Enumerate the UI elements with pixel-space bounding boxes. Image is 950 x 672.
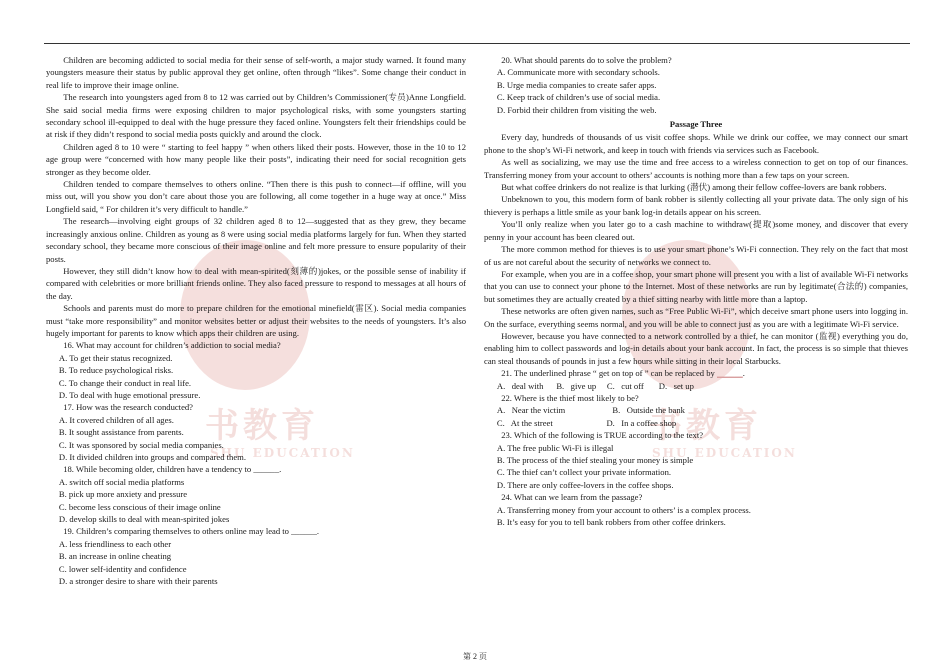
passage-paragraph: For example, when you are in a coffee shop, your smart phone will present you with a list of available Wi-Fi networks that you can use to connect your phone to the Internet. Most of these networks are run by legitimate(合法的) companies, but sometimes they are actually created by a thief sitting nearby with little more than a laptop. bbox=[484, 268, 908, 304]
passage-paragraph: As well as socializing, we may use the time and free access to a wireless connection to get on top of our finances. Transferring money from your account to others’ accounts is nothing more than a few taps on your screen. bbox=[484, 157, 908, 180]
passage-paragraph: Children aged 8 to 10 were “ starting to feel happy ” when others liked their posts. However, those in the 10 to 12 age group were “concerned with how many people like their posts”, indicating their need for social recognition gets stronger as they become older. bbox=[46, 141, 466, 177]
question-19-option-a: A. less friendliness to each other bbox=[58, 538, 172, 549]
question-20-option-a: A. Communicate more with secondary schools. bbox=[496, 67, 660, 78]
watermark-subtext-left: SHU EDUCATION bbox=[210, 446, 355, 460]
question-17-option-c: C. It was sponsored by social media companies. bbox=[58, 439, 224, 450]
question-16-option-b: B. To reduce psychological risks. bbox=[58, 365, 174, 376]
question-23-option-c: C. The thief can’t collect your private information. bbox=[496, 467, 672, 478]
question-22-option-ab: A. Near the victim B. Outside the bank bbox=[496, 405, 685, 416]
question-17-option-d: D. It divided children into groups and compared them. bbox=[58, 452, 246, 462]
passage-paragraph: However, they still didn’t know how to deal with mean-spirited(刻薄的)jokes, or the possible sense of inability if compared with celebrities or more brilliant friends online. They also faced pressure to respond to messages at all hours of the day. bbox=[46, 265, 466, 301]
question-23-option-b: B. The process of the thief stealing your money is simple bbox=[496, 455, 694, 465]
question-18-stem: 18. While becoming older, children have a tendency to ______. bbox=[63, 464, 282, 475]
question-19-stem: 19. Children’s comparing themselves to others online may lead to ______. bbox=[63, 526, 320, 537]
question-20-option-d: D. Forbid their children from visiting the web. bbox=[496, 104, 657, 115]
question-19-option-b: B. an increase in online cheating bbox=[58, 551, 172, 562]
question-16-option-d: D. To deal with huge emotional pressure. bbox=[58, 389, 201, 400]
passage-paragraph: The research into youngsters aged from 8 to 12 was carried out by Children’s Commissioner(专员)Anne Longfield. She said social media firms were exposing children to major psychological risks, with some youngsters starting secondary school ill-equipped to deal with the huge pressure they faced online. Youngsters felt their friendships could be at risk if they didn’t respond to social media posts quickly and around the clock. bbox=[46, 92, 466, 140]
passage-paragraph: The more common method for thieves is to use your smart phone’s Wi-Fi connection. They rely on the fact that most of us are not careful about the security of networks we connect to. bbox=[484, 244, 908, 267]
question-16-option-c: C. To change their conduct in real life. bbox=[58, 377, 192, 388]
passage-paragraph: Unbeknown to you, this modern form of bank robber is silently collecting all your private data. The only sign of his thievery is perhaps a little smile as your bank log-in details appear on his screen. bbox=[484, 194, 908, 217]
header-rule bbox=[44, 43, 910, 44]
question-23-option-d: D. There are only coffee-lovers in the coffee shops. bbox=[496, 479, 674, 490]
question-18-option-c: C. become less conscious of their image online bbox=[58, 501, 221, 512]
passage-paragraph: The research—involving eight groups of 32 children aged 8 to 12—suggested that as they grew, they became increasingly anxious online. Children as young as 8 were using social media platforms largely for fun. When they started secondary school, they became more conscious of their image online and felt more pressure to ensure popularity of their posts. bbox=[46, 216, 466, 264]
question-20-option-c: C. Keep track of children’s use of social media. bbox=[496, 92, 661, 103]
question-19-option-c: C. lower self-identity and confidence bbox=[58, 563, 187, 574]
question-24-stem: 24. What can we learn from the passage? bbox=[501, 492, 643, 503]
passage-paragraph: But what coffee drinkers do not realize is that lurking (潜伏) among their fellow coffee-lovers are bank robbers. bbox=[501, 182, 887, 193]
question-22-option-cd: C. At the street D. In a coffee shop bbox=[496, 417, 677, 428]
question-19-option-d: D. a stronger desire to share with their parents bbox=[58, 576, 218, 587]
question-18-option-d: D. develop skills to deal with mean-spirited jokes bbox=[58, 514, 230, 525]
left-column bbox=[46, 54, 466, 587]
answer-blank: ______ bbox=[717, 368, 743, 379]
question-18-option-a: A. switch off social media platforms bbox=[58, 476, 185, 487]
question-21-options: A. deal with B. give up C. cut off D. set up bbox=[496, 380, 694, 391]
passage-paragraph: However, because you have connected to a network controlled by a thief, he can monitor (监视) everything you do, enabling him to collect passwords and log-in details about your bank account. In fact, the process is so simple that thieves can steal thousands of pounds in just a few hours while sitting in their local Starbucks. bbox=[484, 330, 908, 366]
passage-paragraph: You’ll only realize when you later go to a cash machine to withdraw(提取)some money, and discover that every penny in your account has been cleared out. bbox=[484, 219, 908, 242]
question-22-stem: 22. Where is the thief most likely to be? bbox=[501, 392, 639, 403]
question-20-stem: 20. What should parents do to solve the problem? bbox=[501, 55, 672, 65]
question-24-option-b: B. It’s easy for you to tell bank robbers from other coffee drinkers. bbox=[496, 517, 726, 528]
page-number: 第 2 页 bbox=[463, 652, 487, 661]
question-16-stem: 16. What may account for children’s addiction to social media? bbox=[63, 340, 281, 351]
question-23-option-a: A. The free public Wi-Fi is illegal bbox=[496, 442, 614, 453]
question-17-stem: 17. How was the research conducted? bbox=[63, 402, 193, 413]
right-column bbox=[484, 54, 908, 528]
passage-paragraph: Schools and parents must do more to prepare children for the emotional minefield(雷区). Social media companies must “take more responsibility” and monitor websites better or adjust their websites to the needs of youngsters. It’s also hugely important for parents to know which apps their children are using. bbox=[46, 303, 466, 338]
question-16-option-a: A. To get their status recognized. bbox=[58, 352, 173, 363]
passage-title: Passage Three bbox=[669, 119, 723, 130]
watermark-text-right: 书教育 bbox=[648, 406, 762, 446]
watermark-text-left: 书教育 bbox=[205, 406, 319, 446]
question-18-option-b: B. pick up more anxiety and pressure bbox=[58, 489, 188, 500]
question-17-option-b: B. It sought assistance from parents. bbox=[58, 427, 184, 438]
watermark-subtext-right: SHU EDUCATION bbox=[652, 446, 797, 460]
passage-paragraph: Children are becoming addicted to social media for their sense of self-worth, a major study warned. It found many youngsters measure their status by public approval they get online, often through “likes”. Some change their conduct in real life to improve their image online. bbox=[46, 55, 466, 90]
question-21-stem-end: . bbox=[742, 368, 745, 379]
question-21-stem-text: 21. The underlined phrase “ get on top of ” can be replaced by bbox=[501, 368, 715, 379]
question-21-stem bbox=[484, 367, 908, 379]
passage-paragraph: These networks are often given names, such as “Free Public Wi-Fi”, which deceive smart phone users into logging in. On the surface, everything seems normal, and you will be able to connect just as you are with a legitimate Wi-Fi service. bbox=[484, 306, 908, 329]
question-17-option-a: A. It covered children of all ages. bbox=[58, 414, 174, 425]
question-24-option-a: A. Transferring money from your account to others’ is a complex process. bbox=[496, 504, 751, 515]
question-23-stem: 23. Which of the following is TRUE according to the text? bbox=[501, 430, 704, 441]
question-20-option-b: B. Urge media companies to create safer apps. bbox=[496, 79, 657, 90]
passage-paragraph: Every day, hundreds of thousands of us visit coffee shops. While we drink our coffee, we may connect our smart phone to the shop’s Wi-Fi network, and keep in touch with friends via services such as Facebook. bbox=[484, 132, 908, 155]
passage-paragraph: Children tended to compare themselves to others online. “Then there is this push to connect—if offline, will you miss out, will you show you don’t care about those you are following, all come together in a huge way at once.” Miss Longfield said, “ For children it’s very difficult to handle.” bbox=[46, 179, 466, 214]
